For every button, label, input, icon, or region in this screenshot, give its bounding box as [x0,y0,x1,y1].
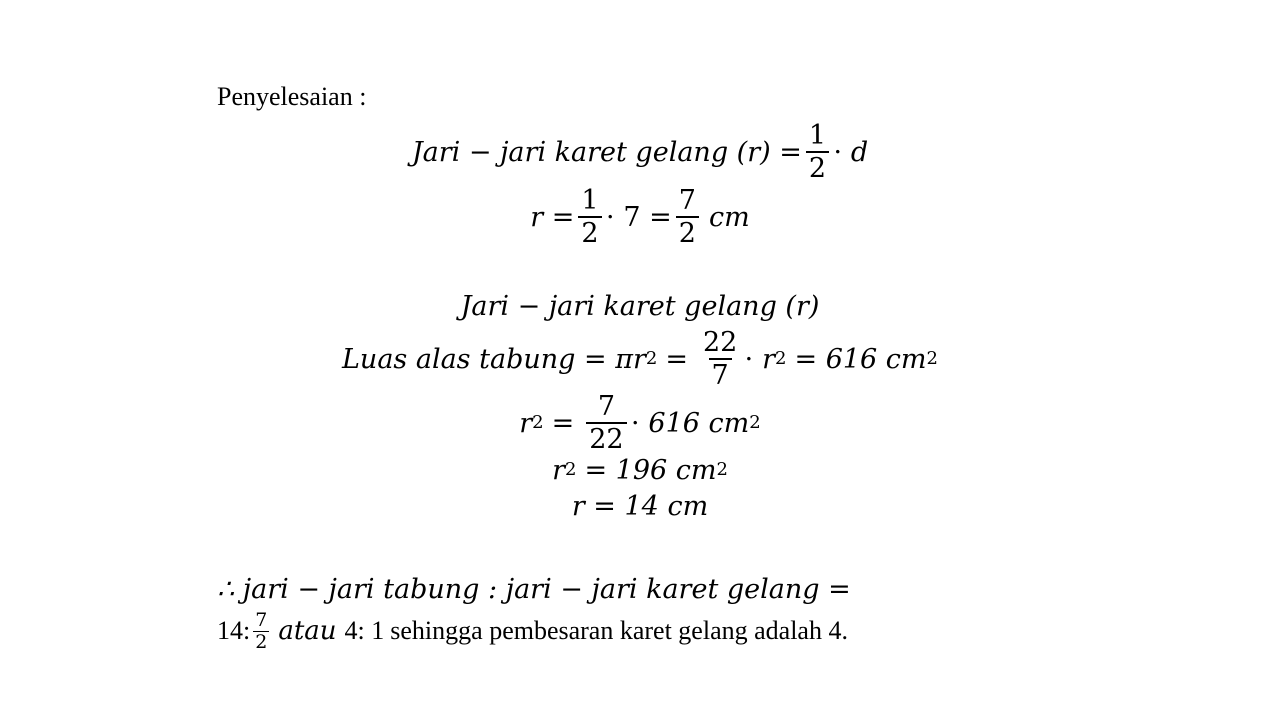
eq2-r: r = [530,201,575,233]
eq4-lhs: Luas alas tabung = πr [342,343,646,375]
conclusion-text: sehingga pembesaran karet gelang adalah 4. [390,616,848,645]
conclusion-line-2 [217,603,848,659]
eq2-unit: cm [708,201,750,233]
equation-r-squared-fraction: r 2 = $\frac{7}{22}$ ⋅ 616 cm 2 [519,390,761,455]
ratio-prefix: 14: [217,616,251,645]
fraction-seven-22: $\frac{7}{22}$ [586,391,626,455]
eq1-rhs: ⋅ d [833,136,869,168]
fraction-seven-halves: $\frac{7}{2}$ [676,185,699,249]
eq1-lhs: Jari − jari karet gelang (r) = [411,136,802,168]
eq4-rhs: = 616 cm [794,343,927,375]
equation-base-area: Luas alas tabung = πr 2 = $\frac{22}{7}$ ⋅ r 2 = 616 cm 2 [342,326,938,391]
word-atau: atau [278,616,337,646]
equation-r-squared-value: r 2 = 196 cm 2 [552,454,728,486]
heading: Penyelesaian : [217,82,367,111]
equation-radius-value [0,178,1280,256]
fraction-one-half: $\frac{1}{2}$ [806,120,829,184]
eq2-mid: ⋅ 7 = [605,201,672,233]
conclusion-line-1: ∴ jari − jari tabung : jari − jari karet gelang = [217,574,851,605]
eq4-mid: ⋅ r [744,343,776,375]
equation-radius-result: r = 14 cm [571,490,709,522]
fraction-one-half-2: $\frac{1}{2}$ [578,185,601,249]
fraction-small-seven-halves: $\frac{7}{2}$ [255,608,268,653]
equation-radius-label: Jari − jari karet gelang (r) [460,290,820,322]
ratio-4-1: 4: 1 [344,616,385,645]
fraction-pi-22-7: $\frac{22}{7}$ [702,326,738,391]
